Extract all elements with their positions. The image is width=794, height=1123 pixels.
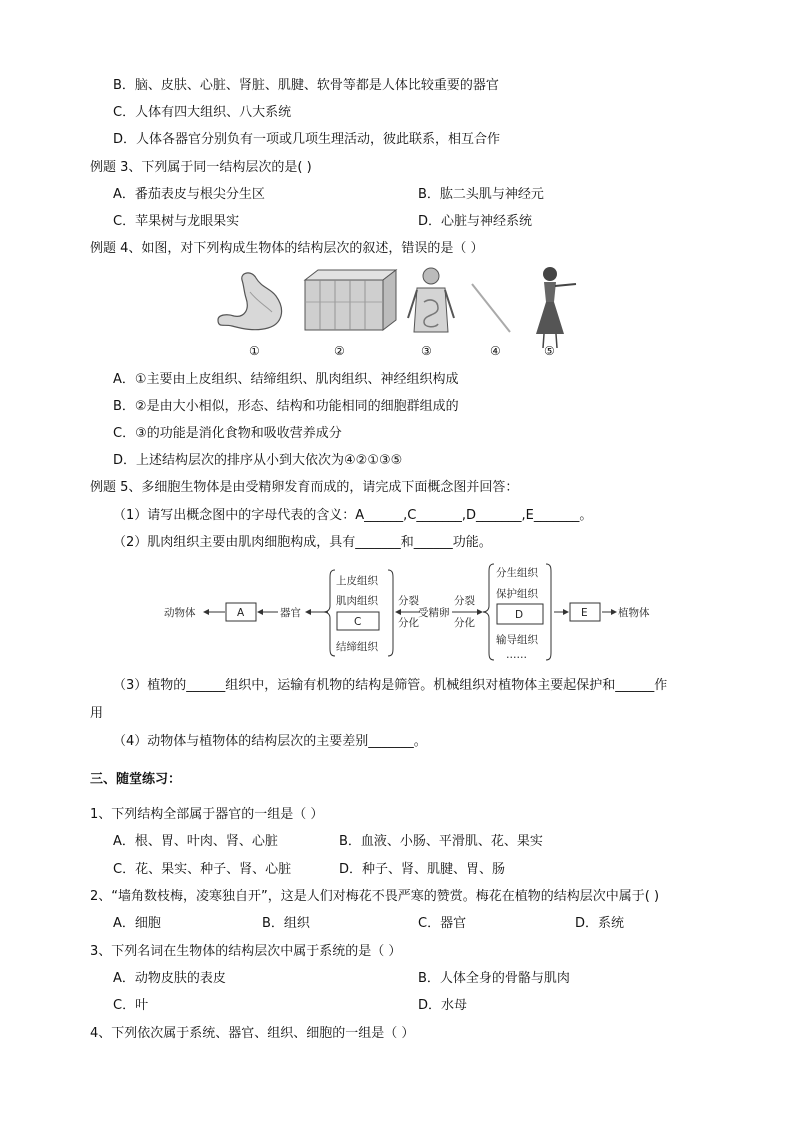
- practice-q3-option-d: D．水母: [418, 998, 468, 1013]
- concept-diagram: [160, 560, 660, 664]
- practice-q2-option-d: D．系统: [575, 916, 625, 931]
- example5-part4: （4）动物体与植物体的结构层次的主要差别_______。: [113, 734, 427, 749]
- diagram-plant: 植物体: [618, 607, 650, 619]
- example3-stem: 例题 3、下列属于同一结构层次的是( ): [90, 160, 312, 175]
- example5-part1: （1）请写出概念图中的字母代表的含义：A______,C_______,D_______,E_______。: [113, 508, 593, 523]
- diagram-dots: ……: [506, 649, 527, 661]
- diagram-plant-tissue-2: 保护组织: [496, 588, 538, 600]
- diagram-plant-tissue-3: 输导组织: [496, 634, 538, 646]
- practice-q2-option-c: C．器官: [418, 916, 467, 931]
- figure-label-2: ②: [334, 344, 345, 358]
- practice-q4-stem: 4、下列依次属于系统、器官、组织、细胞的一组是（ ）: [90, 1026, 415, 1041]
- diagram-tissue-1: 上皮组织: [336, 575, 378, 587]
- stomach-image: [218, 273, 282, 330]
- diagram-plant-tissue-1: 分生组织: [496, 567, 538, 579]
- tissue-image: [305, 270, 396, 330]
- practice-q3-stem: 3、下列名词在生物体的结构层次中属于系统的是（ ）: [90, 944, 402, 959]
- diagram-split-1: 分裂: [398, 595, 419, 607]
- example3-option-a: A．番茄表皮与根尖分生区: [113, 187, 265, 202]
- diagram-diff-2: 分化: [454, 617, 475, 629]
- example4-option-b: B．②是由大小相似，形态、结构和功能相同的细胞群组成的: [113, 399, 459, 414]
- figure-label-3: ③: [421, 344, 432, 358]
- diagram-diff-1: 分化: [398, 617, 419, 629]
- diagram-organ: 器官: [280, 607, 301, 619]
- cell-image: [472, 284, 510, 332]
- example4-option-d: D．上述结构层次的排序从小到大依次为④②①③⑤: [113, 453, 403, 468]
- diagram-box-d: D: [515, 609, 524, 621]
- option-d-line: D．人体各器官分别负有一项或几项生理活动，彼此联系，相互合作: [113, 132, 501, 147]
- diagram-tissue-3: 结缔组织: [336, 641, 378, 653]
- practice-q3-option-b: B．人体全身的骨骼与肌肉: [418, 971, 570, 986]
- example5-stem: 例题 5、多细胞生物体是由受精卵发育而成的，请完成下面概念图并回答：: [90, 480, 519, 495]
- practice-q3-option-a: A．动物皮肤的表皮: [113, 971, 226, 986]
- diagram-zygote: 受精卵: [418, 607, 450, 619]
- diagram-tissue-2: 肌肉组织: [336, 595, 378, 607]
- section-3-title: 三、随堂练习：: [90, 772, 182, 787]
- example3-option-d: D．心脏与神经系统: [418, 214, 533, 229]
- example4-option-c: C．③的功能是消化食物和吸收营养成分: [113, 426, 342, 441]
- figure-label-1: ①: [249, 344, 260, 358]
- example4-stem: 例题 4、如图，对下列构成生物体的结构层次的叙述，错误的是（ ）: [90, 241, 484, 256]
- example5-part3: （3）植物的______组织中，运输有机物的结构是筛管。机械组织对植物体主要起保护和______作: [113, 678, 668, 693]
- practice-q1-stem: 1、下列结构全部属于器官的一组是（ ）: [90, 807, 324, 822]
- practice-q1-option-d: D．种子、肾、肌腱、胃、肠: [339, 862, 506, 877]
- digestive-system-image: [408, 268, 454, 332]
- diagram-box-e: E: [581, 607, 588, 619]
- example5-part3-cont: 用: [90, 706, 104, 721]
- practice-q1-option-c: C．花、果实、种子、肾、心脏: [113, 862, 292, 877]
- option-c-line: C．人体有四大组织、八大系统: [113, 105, 292, 120]
- figure-label-5: ⑤: [544, 344, 555, 358]
- diagram-box-c: C: [354, 616, 362, 628]
- practice-q1-option-a: A．根、胃、叶肉、肾、心脏: [113, 834, 278, 849]
- option-b-line: B．脑、皮肤、心脏、肾脏、肌腱、软骨等都是人体比较重要的器官: [113, 78, 499, 93]
- example3-option-c: C．苹果树与龙眼果实: [113, 214, 240, 229]
- practice-q3-option-c: C．叶: [113, 998, 149, 1013]
- figure-label-4: ④: [490, 344, 501, 358]
- example5-part2: （2）肌肉组织主要由肌肉细胞构成，具有_______和______功能。: [113, 535, 492, 550]
- practice-q2-option-a: A．细胞: [113, 916, 161, 931]
- practice-q1-option-b: B．血液、小肠、平滑肌、花、果实: [339, 834, 543, 849]
- diagram-box-a: A: [237, 607, 245, 619]
- example4-option-a: A．①主要由上皮组织、结缔组织、肌肉组织、神经组织构成: [113, 372, 459, 387]
- practice-q2-stem: 2、“墙角数枝梅，凌寒独自开”，这是人们对梅花不畏严寒的赞赏。梅花在植物的结构层次中属于( ): [90, 889, 660, 904]
- diagram-animal: 动物体: [164, 607, 196, 619]
- woman-image: [536, 267, 576, 348]
- example3-option-b: B．肱二头肌与神经元: [418, 187, 544, 202]
- diagram-split-2: 分裂: [454, 595, 475, 607]
- practice-q2-option-b: B．组织: [262, 916, 310, 931]
- structure-level-figure: [210, 262, 580, 362]
